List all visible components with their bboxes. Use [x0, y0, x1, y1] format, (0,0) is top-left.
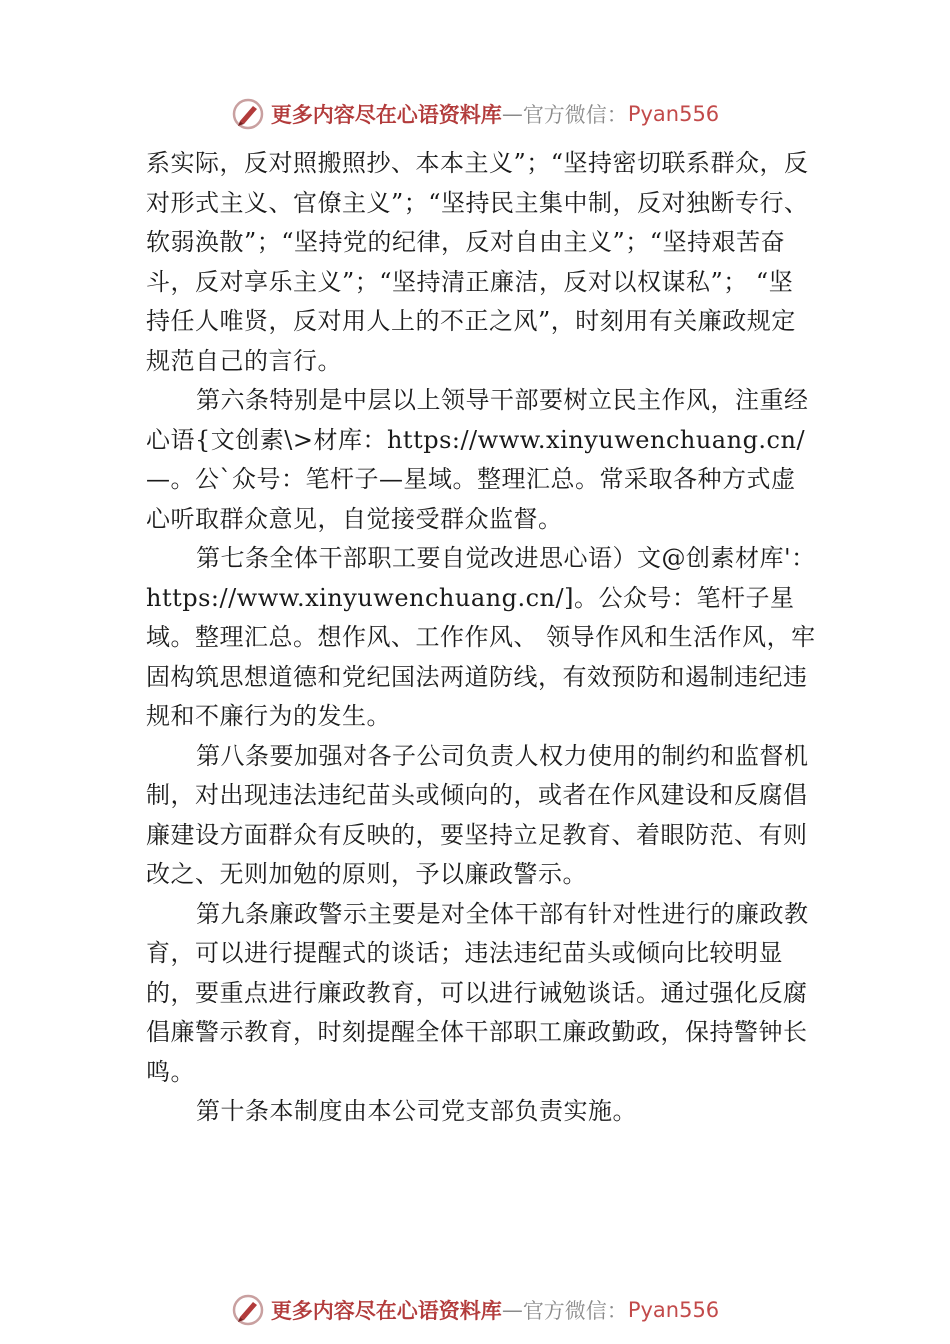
footer-banner	[0, 1290, 950, 1330]
banner-wechat-id: Pyan556	[627, 102, 720, 126]
paragraph-article-10: 第十条本制度由本公司党支部负责实施。	[196, 1097, 637, 1125]
paragraph-article-6: 第六条特别是中层以上领导干部要树立民主作风，注重经心语{文创素\>材库：https://www.xinyuwenchuang.cn/—。公`众号：笔杆子—星域。整理汇总。常采取各种方式虚心听取群众意见，自觉接受群众监督。	[146, 386, 809, 533]
banner-separator: —	[501, 1298, 523, 1322]
banner-wechat-label: 官方微信：	[522, 1299, 628, 1323]
paragraph-article-7: 第七条全体干部职工要自觉改进思心语）文@创素材库'：https://www.xinyuwenchuang.cn/]。公众号：笔杆子星域。整理汇总。想作风、工作作风、 领导作风和生活作风，牢固构筑思想道德和党纪国法两道防线，有效预防和遏制违纪违规和不廉行为的发生。	[146, 544, 816, 730]
header-banner	[0, 94, 950, 134]
paragraph-article-8: 第八条要加强对各子公司负责人权力使用的制约和监督机制，对出现违法违纪苗头或倾向的，或者在作风建设和反腐倡廉建设方面群众有反映的，要坚持立足教育、着眼防范、有则改之、无则加勉的原则，予以廉政警示。	[146, 741, 809, 888]
document-body	[146, 144, 816, 1132]
banner-separator: —	[501, 102, 523, 126]
banner-wechat-label: 官方微信：	[522, 103, 628, 127]
banner-wechat-id: Pyan556	[627, 1298, 720, 1322]
banner-library-text: 更多内容尽在心语资料库	[270, 103, 502, 127]
pen-logo-icon	[231, 1293, 265, 1327]
pen-logo-icon	[231, 97, 265, 131]
paragraph-continuation: 系实际，反对照搬照抄、本本主义”；“坚持密切联系群众，反对形式主义、官僚主义”；“坚持民主集中制，反对独断专行、软弱涣散”；“坚持党的纪律，反对自由主义”；“坚持艰苦奋斗，反对享乐主义”；“坚持清正廉洁，反对以权谋私”； “坚持任人唯贤，反对用人上的不正之风”，时刻用有关廉政规定规范自己的言行。	[146, 149, 809, 375]
banner-library-text: 更多内容尽在心语资料库	[270, 1299, 502, 1323]
paragraph-article-9: 第九条廉政警示主要是对全体干部有针对性进行的廉政教育，可以进行提醒式的谈话；违法违纪苗头或倾向比较明显的，要重点进行廉政教育，可以进行诫勉谈话。通过强化反腐倡廉警示教育，时刻提醒全体干部职工廉政勤政，保持警钟长鸣。	[146, 899, 809, 1086]
